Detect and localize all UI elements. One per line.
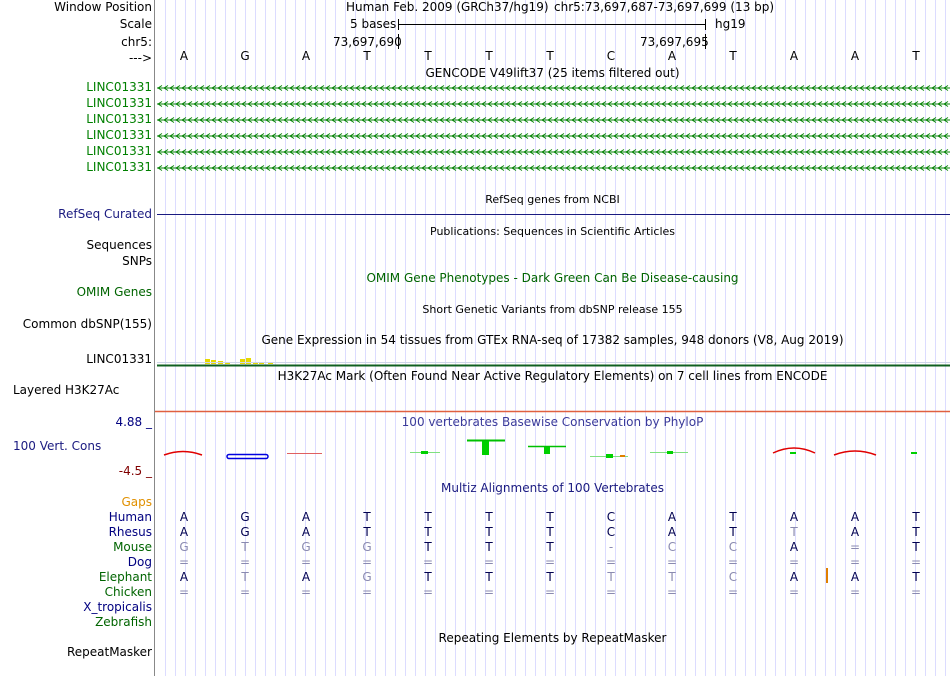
multiz-base: T bbox=[485, 570, 493, 584]
multiz-base: T bbox=[485, 525, 493, 539]
multiz-base: A bbox=[850, 510, 860, 524]
multiz-base: C bbox=[728, 540, 738, 554]
multiz-base: = bbox=[178, 585, 190, 599]
phylop-min: -4.5 _ bbox=[118, 464, 152, 478]
multiz-base: A bbox=[667, 510, 677, 524]
gtex-expression-bar bbox=[246, 358, 251, 364]
multiz-base: A bbox=[850, 570, 860, 584]
multiz-species-label[interactable]: Human bbox=[108, 510, 152, 524]
scale-value: 5 bases bbox=[350, 17, 397, 31]
publications-title[interactable]: Publications: Sequences in Scientific Articles bbox=[430, 225, 675, 238]
multiz-species-label[interactable]: Chicken bbox=[104, 585, 152, 599]
base-letter: G bbox=[240, 49, 250, 63]
multiz-base: T bbox=[790, 525, 798, 539]
gtex-title[interactable]: Gene Expression in 54 tissues from GTEx RNA-seq of 17382 samples, 948 donors (V8, Aug 2019) bbox=[261, 333, 844, 347]
snps-label[interactable]: SNPs bbox=[122, 254, 152, 268]
multiz-base: = bbox=[300, 555, 312, 569]
phylop-mark-blue bbox=[227, 455, 268, 459]
refseq-label[interactable]: RefSeq Curated bbox=[58, 207, 152, 221]
phylop-bar-green bbox=[544, 447, 550, 454]
gencode-item-label[interactable]: LINC01331 bbox=[86, 112, 152, 126]
phylop-label[interactable]: 100 Vert. Cons bbox=[13, 439, 102, 453]
multiz-base: = bbox=[483, 555, 495, 569]
assembly-text: Human Feb. 2009 (GRCh37/hg19) bbox=[346, 0, 549, 14]
multiz-base: T bbox=[485, 510, 493, 524]
gtex-expression-bar bbox=[240, 359, 245, 364]
multiz-base: = bbox=[849, 585, 861, 599]
multiz-base: T bbox=[424, 570, 432, 584]
phylop-bar-green bbox=[911, 452, 917, 454]
multiz-base: A bbox=[789, 510, 799, 524]
base-letter: T bbox=[729, 49, 737, 63]
multiz-base: A bbox=[179, 525, 189, 539]
base-letter: A bbox=[789, 49, 799, 63]
multiz-species-label[interactable]: X_tropicalis bbox=[83, 600, 152, 614]
multiz-base: A bbox=[789, 570, 799, 584]
h3k27ac-label[interactable]: Layered H3K27Ac bbox=[13, 383, 120, 397]
multiz-base: G bbox=[240, 510, 250, 524]
multiz-base: = bbox=[727, 585, 739, 599]
gencode-item-label[interactable]: LINC01331 bbox=[86, 160, 152, 174]
multiz-base: = bbox=[849, 555, 861, 569]
multiz-base: = bbox=[910, 555, 922, 569]
phylop-bar-orange bbox=[620, 455, 625, 457]
multiz-base: - bbox=[608, 540, 614, 554]
multiz-base: = bbox=[666, 585, 678, 599]
multiz-base: = bbox=[605, 585, 617, 599]
gaps-label[interactable]: Gaps bbox=[121, 495, 152, 509]
base-letter: T bbox=[485, 49, 493, 63]
multiz-species-label[interactable]: Rhesus bbox=[108, 525, 152, 539]
phylop-bar-green bbox=[790, 452, 796, 454]
base-letter: T bbox=[424, 49, 432, 63]
base-letter: A bbox=[179, 49, 189, 63]
multiz-base: T bbox=[424, 510, 432, 524]
multiz-base: T bbox=[424, 540, 432, 554]
multiz-base: A bbox=[789, 540, 799, 554]
multiz-base: T bbox=[912, 525, 920, 539]
base-letter: C bbox=[606, 49, 616, 63]
multiz-base: = bbox=[422, 555, 434, 569]
multiz-base: C bbox=[606, 525, 616, 539]
multiz-base: T bbox=[607, 570, 615, 584]
multiz-base: A bbox=[179, 510, 189, 524]
multiz-base: C bbox=[728, 570, 738, 584]
multiz-base: = bbox=[300, 585, 312, 599]
h3k27ac-title[interactable]: H3K27Ac Mark (Often Found Near Active Regulatory Elements) on 7 cell lines from ENCODE bbox=[277, 369, 828, 383]
multiz-base: T bbox=[546, 540, 554, 554]
gencode-item-label[interactable]: LINC01331 bbox=[86, 96, 152, 110]
gtex-expression-bar bbox=[205, 359, 210, 364]
phylop-bar-green bbox=[421, 451, 428, 454]
window-position-label: Window Position bbox=[54, 0, 152, 14]
multiz-base: A bbox=[301, 570, 311, 584]
position-text[interactable]: chr5:73,697,687-73,697,699 (13 bp) bbox=[554, 0, 775, 14]
base-letter: A bbox=[667, 49, 677, 63]
omim-title[interactable]: OMIM Gene Phenotypes - Dark Green Can Be Disease-causing bbox=[366, 271, 739, 285]
multiz-base: T bbox=[729, 525, 737, 539]
multiz-base: C bbox=[667, 540, 677, 554]
multiz-base: T bbox=[912, 510, 920, 524]
gencode-item-label[interactable]: LINC01331 bbox=[86, 128, 152, 142]
multiz-base: = bbox=[605, 555, 617, 569]
multiz-base: G bbox=[362, 540, 372, 554]
gencode-title[interactable]: GENCODE V49lift37 (25 items filtered out) bbox=[425, 66, 680, 80]
multiz-base: T bbox=[241, 540, 249, 554]
multiz-base: A bbox=[667, 525, 677, 539]
multiz-base: T bbox=[485, 540, 493, 554]
multiz-base: = bbox=[361, 555, 373, 569]
phylop-bar-green bbox=[606, 454, 613, 458]
multiz-base: = bbox=[727, 555, 739, 569]
multiz-base: T bbox=[241, 570, 249, 584]
phylop-title[interactable]: 100 vertebrates Basewise Conservation by PhyloP bbox=[401, 415, 704, 429]
multiz-base: T bbox=[546, 525, 554, 539]
phylop-bar-green bbox=[482, 441, 489, 455]
dbsnp-label[interactable]: Common dbSNP(155) bbox=[22, 317, 152, 331]
multiz-base: = bbox=[361, 585, 373, 599]
phylop-bar-green bbox=[667, 451, 673, 454]
coord-left: 73,697,690 bbox=[333, 35, 402, 49]
base-letter: A bbox=[301, 49, 311, 63]
multiz-species-label[interactable]: Mouse bbox=[113, 540, 152, 554]
multiz-base: A bbox=[179, 570, 189, 584]
base-letter: A bbox=[850, 49, 860, 63]
multiz-base: = bbox=[544, 585, 556, 599]
dbsnp-title[interactable]: Short Genetic Variants from dbSNP release 155 bbox=[422, 303, 683, 316]
multiz-base: = bbox=[544, 555, 556, 569]
base-letter: T bbox=[363, 49, 371, 63]
multiz-base: = bbox=[422, 585, 434, 599]
multiz-base: T bbox=[546, 570, 554, 584]
multiz-base: T bbox=[912, 540, 920, 554]
multiz-base: = bbox=[910, 585, 922, 599]
repeatmasker-title[interactable]: Repeating Elements by RepeatMasker bbox=[438, 631, 667, 645]
multiz-species-label[interactable]: Zebrafish bbox=[95, 615, 152, 629]
multiz-base: = bbox=[849, 540, 861, 554]
multiz-base: C bbox=[606, 510, 616, 524]
multiz-base: = bbox=[239, 555, 251, 569]
base-letter: T bbox=[546, 49, 554, 63]
base-letter: T bbox=[912, 49, 920, 63]
phylop-mark-red bbox=[164, 452, 202, 456]
strand-label: ---> bbox=[128, 51, 152, 65]
chrom-label: chr5: bbox=[121, 35, 152, 49]
multiz-base: G bbox=[179, 540, 189, 554]
refseq-title[interactable]: RefSeq genes from NCBI bbox=[485, 193, 620, 206]
gtex-label[interactable]: LINC01331 bbox=[86, 352, 152, 366]
omim-label[interactable]: OMIM Genes bbox=[76, 285, 152, 299]
multiz-base: = bbox=[666, 555, 678, 569]
multiz-base: = bbox=[178, 555, 190, 569]
multiz-species-label[interactable]: Elephant bbox=[98, 570, 152, 584]
multiz-base: = bbox=[788, 555, 800, 569]
assembly-short: hg19 bbox=[715, 17, 746, 31]
multiz-base: T bbox=[729, 510, 737, 524]
multiz-base: T bbox=[424, 525, 432, 539]
repeatmasker-label[interactable]: RepeatMasker bbox=[66, 645, 152, 659]
multiz-base: = bbox=[239, 585, 251, 599]
multiz-base: = bbox=[483, 585, 495, 599]
sequences-label[interactable]: Sequences bbox=[86, 238, 152, 252]
multiz-base: A bbox=[301, 525, 311, 539]
multiz-species-label[interactable]: Dog bbox=[127, 555, 152, 569]
phylop-max: 4.88 _ bbox=[115, 415, 152, 429]
multiz-base: T bbox=[668, 570, 676, 584]
gencode-item-label[interactable]: LINC01331 bbox=[86, 144, 152, 158]
multiz-base: T bbox=[363, 525, 371, 539]
multiz-title[interactable]: Multiz Alignments of 100 Vertebrates bbox=[440, 481, 665, 495]
multiz-base: T bbox=[363, 510, 371, 524]
multiz-base: = bbox=[788, 585, 800, 599]
coord-right: 73,697,695 bbox=[640, 35, 709, 49]
multiz-base: A bbox=[850, 525, 860, 539]
multiz-insertion-marker bbox=[826, 568, 828, 583]
multiz-base: A bbox=[301, 510, 311, 524]
scale-label: Scale bbox=[119, 17, 152, 31]
gencode-item-label[interactable]: LINC01331 bbox=[86, 80, 152, 94]
multiz-base: T bbox=[912, 570, 920, 584]
multiz-base: G bbox=[362, 570, 372, 584]
multiz-base: G bbox=[240, 525, 250, 539]
multiz-base: T bbox=[546, 510, 554, 524]
multiz-base: G bbox=[301, 540, 311, 554]
